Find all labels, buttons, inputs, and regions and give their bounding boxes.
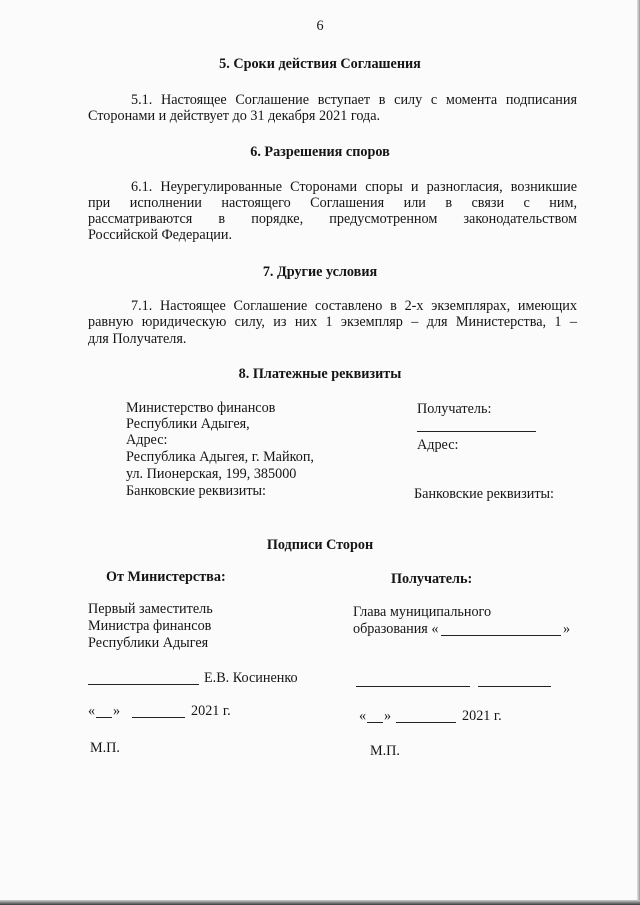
s7-line-1: 7.1. Настоящее Соглашение составлено в 2-х экземплярах, имеющих [131,298,577,314]
municipality-name-line [441,635,561,636]
recipient-position-2-suffix: » [563,621,571,637]
s6-line-2: при исполнении настоящего Соглашения или в связи с ним, [88,195,577,211]
recipient-signature-line [356,686,470,687]
recipient-label: Получатель: [417,401,492,417]
ministry-line-6: Банковские реквизиты: [126,483,266,499]
s6-line-3: рассматриваются в порядке, предусмотренном законодательством [88,211,577,227]
ministry-position-3: Республики Адыгея [88,635,209,651]
s7-line-3: для Получателя. [88,331,187,347]
recipient-date-year: 2021 г. [462,708,502,724]
ministry-date-month-line [132,717,185,718]
s6-line-4: Российской Федерации. [88,227,233,243]
recipient-address: Адрес: [417,437,459,453]
page-number: 6 [316,18,324,34]
ministry-header: От Министерства: [106,569,226,585]
recipient-name-line [417,431,536,432]
ministry-date-open: « [88,703,96,719]
recipient-date-open: « [359,708,367,724]
recipient-bank: Банковские реквизиты: [414,486,554,502]
recipient-stamp-label: М.П. [370,743,400,759]
section-6-title: 6. Разрешения споров [250,144,390,160]
ministry-line-5: ул. Пионерская, 199, 385000 [126,466,297,482]
recipient-name-line-2 [478,686,551,687]
recipient-date-day-line [367,722,383,723]
ministry-stamp-label: М.П. [90,740,120,756]
ministry-line-2: Республики Адыгея, [126,416,250,432]
ministry-position-1: Первый заместитель [88,601,213,617]
ministry-date-year: 2021 г. [191,703,231,719]
ministry-date-day-line [96,717,112,718]
ministry-signature-line [88,684,199,685]
s7-line-2: равную юридическую силу, из них 1 экземпляр – для Министерства, 1 – [88,314,577,330]
ministry-line-3: Адрес: [126,432,168,448]
recipient-position-2-prefix: образования « [353,621,439,637]
ministry-position-2: Министра финансов [88,618,212,634]
recipient-date-month-line [396,722,456,723]
recipient-date-close: » [384,708,392,724]
section-5-title: 5. Сроки действия Соглашения [219,56,421,72]
section-7-title: 7. Другие условия [262,264,378,280]
scan-edge-bottom [0,900,640,905]
ministry-line-4: Республика Адыгея, г. Майкоп, [126,449,314,465]
ministry-line-1: Министерство финансов [126,400,276,416]
section-8-title: 8. Платежные реквизиты [238,366,402,382]
s6-line-1: 6.1. Неурегулированные Сторонами споры и разногласия, возникшие [131,179,577,195]
recipient-position-1: Глава муниципального [353,604,492,620]
s5-line-2: Сторонами и действует до 31 декабря 2021 года. [88,108,381,124]
signatures-title: Подписи Сторон [266,537,374,553]
recipient-header: Получатель: [391,571,473,587]
s5-line-1: 5.1. Настоящее Соглашение вступает в силу с момента подписания [131,92,577,108]
ministry-signer-name: Е.В. Косиненко [204,670,298,686]
ministry-date-close: » [113,703,121,719]
